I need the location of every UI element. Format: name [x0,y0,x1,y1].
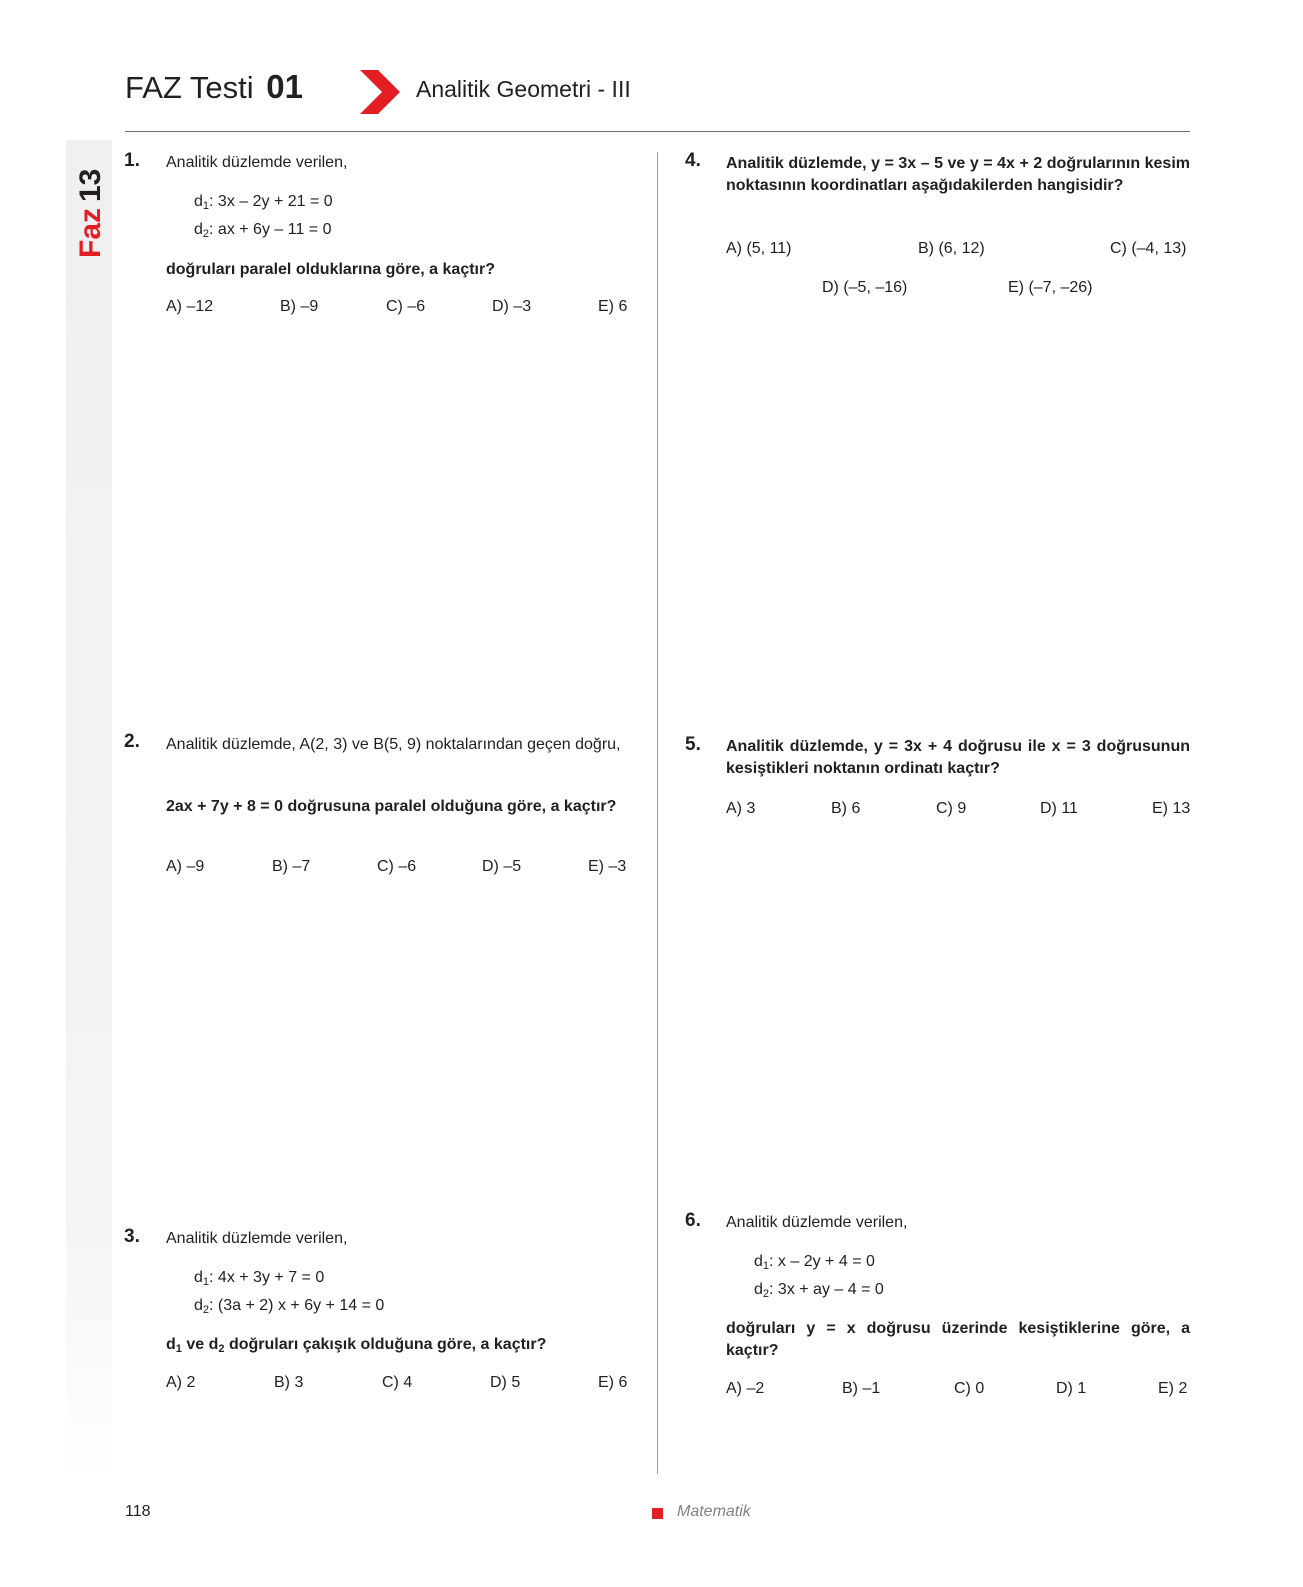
option-b[interactable]: B) 6 [831,800,861,817]
question-number: 6. [685,1210,701,1231]
option-a[interactable]: A) –2 [726,1380,765,1397]
option-c[interactable]: C) (–4, 13) [1110,240,1187,257]
question-text: Analitik düzlemde, y = 3x – 5 ve y = 4x + 2 doğrularının kesim noktasının koordinatları aşağıdakilerden hangisidir? [726,155,1190,194]
option-d[interactable]: D) –3 [492,298,532,315]
option-d[interactable]: D) 11 [1040,800,1078,817]
header-divider [125,131,1190,132]
equation-d2: $d_2$: ax + 6y – 11 = 0 [194,221,332,240]
question-text: $d_1$ ve $d_2$ doğruları çakışık olduğuna göre, a kaçtır? [166,1336,547,1355]
question-text: doğruları paralel olduklarına göre, a kaçtır? [166,261,495,278]
test-title: FAZ Testi [125,70,254,105]
equation-d1: $d_1$: x – 2y + 4 = 0 [754,1253,875,1272]
side-label [62,150,116,260]
option-c[interactable]: C) 9 [936,800,967,817]
option-c[interactable]: C) –6 [377,858,417,875]
option-a[interactable]: A) –9 [166,858,205,875]
question-number: 1. [124,150,140,171]
option-d[interactable]: D) (–5, –16) [822,279,908,296]
option-b[interactable]: B) –1 [842,1380,881,1397]
option-e[interactable]: E) (–7, –26) [1008,279,1093,296]
option-a[interactable]: A) 2 [166,1374,196,1391]
option-e[interactable]: E) 13 [1152,800,1191,817]
chevron-right-icon [360,70,400,114]
option-e[interactable]: E) –3 [588,858,627,875]
option-c[interactable]: C) 0 [954,1380,985,1397]
subject-label: Matematik [677,1503,751,1520]
square-marker-icon [652,1508,663,1519]
option-b[interactable]: B) –7 [272,858,311,875]
page-number: 118 [125,1503,151,1520]
side-label-faz: Faz [74,207,107,258]
question-intro: Analitik düzlemde verilen, [166,154,348,171]
question-number: 3. [124,1226,140,1247]
option-d[interactable]: D) 1 [1056,1380,1087,1397]
side-label-number: 13 [74,168,107,202]
option-a[interactable]: A) 3 [726,800,756,817]
option-a[interactable]: A) (5, 11) [726,240,792,257]
option-b[interactable]: B) (6, 12) [918,240,985,257]
page-subtitle: Analitik Geometri - III [416,76,631,102]
question-intro: Analitik düzlemde verilen, [166,1230,348,1247]
equation-d2: $d_2$: 3x + ay – 4 = 0 [754,1281,884,1300]
option-d[interactable]: D) 5 [490,1374,521,1391]
column-divider [657,152,658,1474]
option-d[interactable]: D) –5 [482,858,522,875]
equation-d2: $d_2$: (3a + 2) x + 6y + 14 = 0 [194,1297,385,1316]
question-text: doğruları y = x doğrusu üzerinde kesiştiklerine göre, a kaçtır? [726,1320,1190,1359]
question-text: Analitik düzlemde, y = 3x + 4 doğrusu ile x = 3 doğrusunun kesiştikleri noktanın ordinatı kaçtır? [726,738,1190,777]
equation-d1: $d_1$: 3x – 2y + 21 = 0 [194,193,333,212]
option-e[interactable]: E) 2 [1158,1380,1188,1397]
option-b[interactable]: B) –9 [280,298,319,315]
option-c[interactable]: C) 4 [382,1374,413,1391]
question-intro: Analitik düzlemde verilen, [726,1214,908,1231]
question-text: 2ax + 7y + 8 = 0 doğrusuna paralel olduğuna göre, a kaçtır? [166,798,617,815]
question-number: 5. [685,734,701,755]
option-e[interactable]: E) 6 [598,1374,628,1391]
question-intro: Analitik düzlemde, A(2, 3) ve B(5, 9) noktalarından geçen doğru, [166,736,621,753]
side-band [66,140,112,1480]
question-number: 2. [124,731,140,752]
question-number: 4. [685,150,701,171]
option-c[interactable]: C) –6 [386,298,426,315]
option-a[interactable]: A) –12 [166,298,214,315]
option-b[interactable]: B) 3 [274,1374,304,1391]
page-title [125,68,303,106]
option-e[interactable]: E) 6 [598,298,628,315]
test-number: 01 [266,68,303,105]
equation-d1: $d_1$: 4x + 3y + 7 = 0 [194,1269,325,1288]
